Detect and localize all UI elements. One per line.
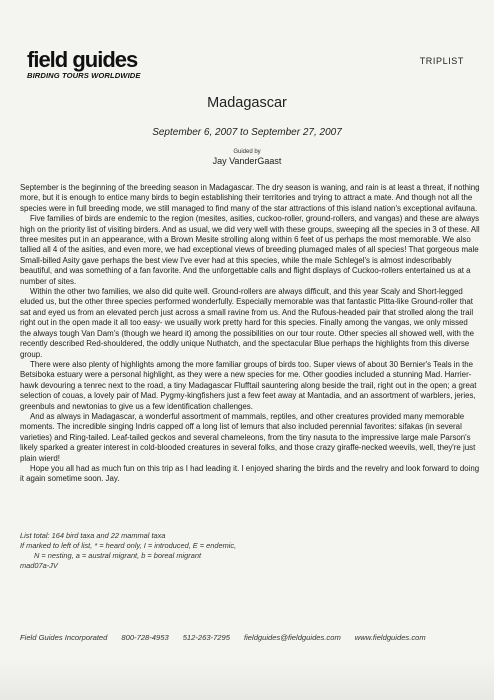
footer-email: fieldguides@fieldguides.com (243, 633, 341, 642)
legend-line-2: N = nesting, a = austral migrant, b = boreal migrant (34, 551, 201, 560)
document-code: mad07a-JV (20, 561, 58, 570)
trip-narrative (20, 183, 480, 485)
narrative-paragraph: Five families of birds are endemic to the region (mesites, asities, cuckoo-roller, ground-rollers, and vangas) and these are always high on the priority list of visiting birders. And as usual, we did very well with these groups, sweeping all the species in 3 of these. All three mesites put in an appearance, with a Brown Mesite strolling along within 6 feet of us perhaps the most memorable. We also tallied all 4 of the asities, and even more, we had exceptional views of breeding plumaged males of all species! That gorgeous male Small-billed Asity gave perhaps the best view I've ever had at this species, while the male Schlegel's is almost indescribably beautiful, and was something of a fan favorite. And the unforgettable calls and flight displays of Cuckoo-rollers entertained us at a number of sites. (20, 214, 480, 286)
trip-title: Madagascar (207, 95, 287, 111)
narrative-paragraph: And as always in Madagascar, a wonderful assortment of mammals, reptiles, and other creatures provided many memorable moments. The incredible singing Indris capped off a long list of lemurs that also included perennial favorites: sifakas (in several varieties) and Ring-tailed. Leaf-tailed geckos and several chameleons, from the tiny nasuta to the impressive large male Parson's likely sparked a greater interest in cold-blooded creatures in several folks, and those crazy giraffe-necked weevils, well, they're just plain wierd! (20, 411, 476, 463)
footer-phone-2: 512-263-7295 (182, 633, 230, 642)
list-total: List total: 164 bird taxa and 22 mammal taxa (20, 531, 166, 540)
footer-website: www.fieldguides.com (354, 633, 426, 642)
narrative-paragraph: There were also plenty of highlights among the more familiar groups of birds too. Super views of about 30 Bernier's Teals in the Betsiboka estuary were a personal highlight, as they were a new species for me. Other goodies included a stunning Mad. Harrier-hawk devouring a tenrec next to the road, a tiny Madagascar Flufftail sauntering along beside the trail, right out in the open; a great selection of couas, a lovely pair of Mad. Pygmy-kingfishers just a few feet away at Mantadia, and an assortment of warblers, jeries, greenbuls and newtonias to give us a few identification challenges. (20, 359, 477, 411)
logo-tagline: BIRDING TOURS WORLDWIDE (27, 71, 141, 80)
legend-line-1: If marked to left of list, * = heard only, I = introduced, E = endemic, (20, 541, 237, 550)
footer-phone-1: 800-728-4953 (121, 633, 169, 642)
narrative-paragraph: Within the other two families, we also did quite well. Ground-rollers are always difficult, and this year Scaly and Short-legged eluded us, but the other three species performed wonderfully. Especially memorable was that fantastic Pitta-like Ground-roller that sat and eyed us from an elevated perch just across a small ravine from us. And the Rufous-headed pair that strolled along the trail right out in the open made it all too easy- we usually work pretty hard for this species. Finally among the vangas, we only missed the always tough Van Dam's (though we heard it) among the possibilities on our tour route. Other species all showed well, with the recently described Red-shouldered, the oddly unique Nuthatch, and the spectacular Blue perhaps the highlights from this diverse group. (20, 287, 474, 359)
trip-dates: September 6, 2007 to September 27, 2007 (152, 127, 342, 138)
guided-by-label: Guided by (233, 149, 261, 155)
narrative-paragraph: Hope you all had as much fun on this trip as I had leading it. I enjoyed sharing the birds and the revelry and look forward to doing it again sometime soon. Jay. (20, 463, 480, 484)
narrative-paragraph: September is the beginning of the breeding season in Madagascar. The dry season is waning, and rain is at least a threat, if nothing more, but it is enough to entice many birds to begin establishing their territories and trying to attract a mate. And though not all the species were in full breeding mode, we still managed to find many of the star attractions of this island nation's exceptional avifauna. (20, 183, 480, 213)
page-shading (0, 658, 494, 700)
footer-contact (20, 633, 480, 642)
document-type-label: TRIPLIST (419, 56, 464, 66)
logo-wordmark: field guides (27, 47, 138, 72)
list-notes (20, 531, 480, 571)
guide-name: Jay VanderGaast (212, 156, 282, 166)
footer-company: Field Guides Incorporated (20, 633, 108, 642)
field-guides-logo (27, 49, 141, 80)
